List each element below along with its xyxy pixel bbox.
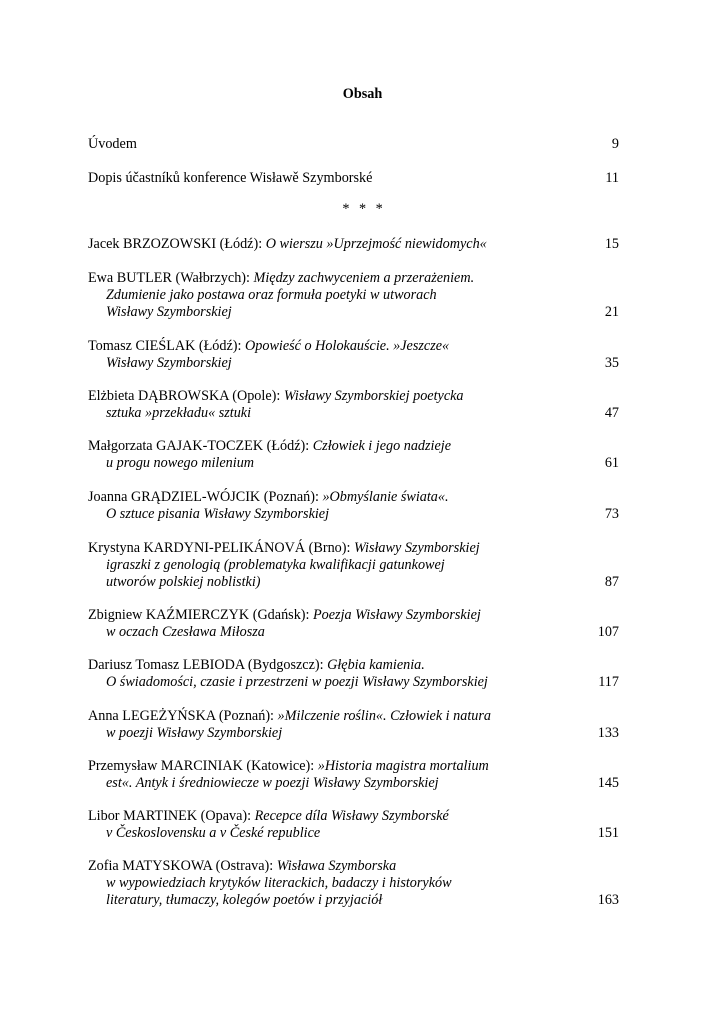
page-number: 9 bbox=[611, 136, 619, 152]
entry-author: Tomasz CIEŚLAK (Łódź): bbox=[88, 338, 246, 354]
toc-entry bbox=[88, 657, 619, 691]
page-number: 151 bbox=[597, 825, 619, 841]
page-number: 21 bbox=[604, 304, 619, 320]
page-number: 117 bbox=[598, 674, 619, 690]
section-separator: * * * bbox=[342, 201, 383, 217]
page-number: 133 bbox=[597, 725, 619, 741]
page-number: 163 bbox=[597, 892, 619, 908]
page-number: 87 bbox=[604, 574, 619, 590]
toc-entry bbox=[88, 489, 619, 523]
entry-author: Elżbieta DĄBROWSKA (Opole): bbox=[88, 388, 284, 404]
page-number: 35 bbox=[604, 355, 619, 371]
entry-text: Úvodem bbox=[88, 136, 137, 152]
entry-title: Recepce díla Wisławy Szymborské bbox=[254, 808, 449, 824]
entry-title: O świadomości, czasie i przestrzeni w poezji Wisławy Szymborskiej bbox=[106, 674, 488, 690]
toc-entry bbox=[88, 758, 619, 792]
entry-author: Zbigniew KAŹMIERCZYK (Gdańsk): bbox=[88, 607, 313, 623]
page-number: 145 bbox=[597, 775, 619, 791]
toc-entry bbox=[88, 236, 619, 253]
toc-entry bbox=[88, 540, 619, 591]
entry-title: w oczach Czesława Miłosza bbox=[106, 624, 265, 640]
entry-title: literatury, tłumaczy, kolegów poetów i przyjaciół bbox=[106, 892, 383, 908]
toc-entry bbox=[88, 607, 619, 641]
page-number: 47 bbox=[604, 405, 619, 421]
entry-author: Joanna GRĄDZIEL-WÓJCIK (Poznań): bbox=[88, 489, 323, 505]
entry-title: Człowiek i jego nadzieje bbox=[312, 438, 452, 454]
page-number: 107 bbox=[597, 624, 619, 640]
toc-entry bbox=[88, 170, 619, 187]
page-number: 61 bbox=[604, 455, 619, 471]
entry-title: »Obmyślanie świata«. bbox=[322, 489, 449, 505]
entry-author: Małgorzata GAJAK-TOCZEK (Łódź): bbox=[88, 438, 313, 454]
toc-entry bbox=[88, 338, 619, 372]
entry-title: w wypowiedziach krytyków literackich, badaczy i historyków bbox=[106, 875, 452, 891]
entry-title: »Milczenie roślin«. Człowiek i natura bbox=[277, 708, 491, 724]
entry-author: Dariusz Tomasz LEBIODA (Bydgoszcz): bbox=[88, 657, 328, 673]
entry-title: Opowieść o Holokauście. »Jeszcze« bbox=[245, 338, 450, 354]
entry-title: w poezji Wisławy Szymborskiej bbox=[106, 725, 283, 741]
entry-title: u progu nowego milenium bbox=[106, 455, 255, 471]
entry-title: O wierszu »Uprzejmość niewidomych« bbox=[265, 236, 487, 252]
entry-author: Libor MARTINEK (Opava): bbox=[88, 808, 255, 824]
entry-title: utworów polskiej noblistki) bbox=[106, 574, 261, 590]
entry-author: Anna LEGEŻYŃSKA (Poznań): bbox=[88, 708, 278, 724]
entry-title: Poezja Wisławy Szymborskiej bbox=[313, 607, 481, 623]
entry-title: O sztuce pisania Wisławy Szymborskiej bbox=[106, 506, 330, 522]
entry-title: igraszki z genologią (problematyka kwalifikacji gatunkowej bbox=[106, 557, 445, 573]
entry-title: Wisławy Szymborskiej bbox=[106, 304, 232, 320]
page-number: 11 bbox=[605, 170, 619, 186]
page-number: 73 bbox=[604, 506, 619, 522]
entry-title: Między zachwyceniem a przerażeniem. bbox=[253, 270, 475, 286]
entry-text: Dopis účastníků konference Wisławě Szymborské bbox=[88, 170, 373, 186]
entry-title: Wisława Szymborska bbox=[276, 858, 397, 874]
entry-title: Wisławy Szymborskiej poetycka bbox=[283, 388, 464, 404]
toc-entry bbox=[88, 858, 619, 909]
page-title: Obsah bbox=[342, 86, 383, 102]
entry-title: v Československu a v České republice bbox=[106, 825, 321, 841]
entry-title: Głębia kamienia. bbox=[327, 657, 425, 673]
entry-title: Zdumienie jako postawa oraz formuła poetyki w utworach bbox=[106, 287, 437, 303]
entry-title: Wisławy Szymborskiej bbox=[353, 540, 480, 556]
entry-author: Przemysław MARCINIAK (Katowice): bbox=[88, 758, 318, 774]
entry-title: sztuka »przekładu« sztuki bbox=[106, 405, 252, 421]
entry-title: est«. Antyk i średniowiecze w poezji Wisławy Szymborskiej bbox=[106, 775, 439, 791]
entry-author: Jacek BRZOZOWSKI (Łódź): bbox=[88, 236, 266, 252]
toc-entry bbox=[88, 136, 619, 153]
toc-entry bbox=[88, 438, 619, 472]
entry-title: »Historia magistra mortalium bbox=[317, 758, 489, 774]
toc-entry bbox=[88, 708, 619, 742]
page-number: 15 bbox=[604, 236, 619, 252]
entry-title: Wisławy Szymborskiej bbox=[106, 355, 232, 371]
entry-author: Ewa BUTLER (Wałbrzych): bbox=[88, 270, 254, 286]
entry-author: Krystyna KARDYNI-PELIKÁNOVÁ (Brno): bbox=[88, 540, 354, 556]
toc-entry bbox=[88, 388, 619, 422]
toc-entry bbox=[88, 808, 619, 842]
toc-entry bbox=[88, 270, 619, 321]
entry-author: Zofia MATYSKOWA (Ostrava): bbox=[88, 858, 277, 874]
